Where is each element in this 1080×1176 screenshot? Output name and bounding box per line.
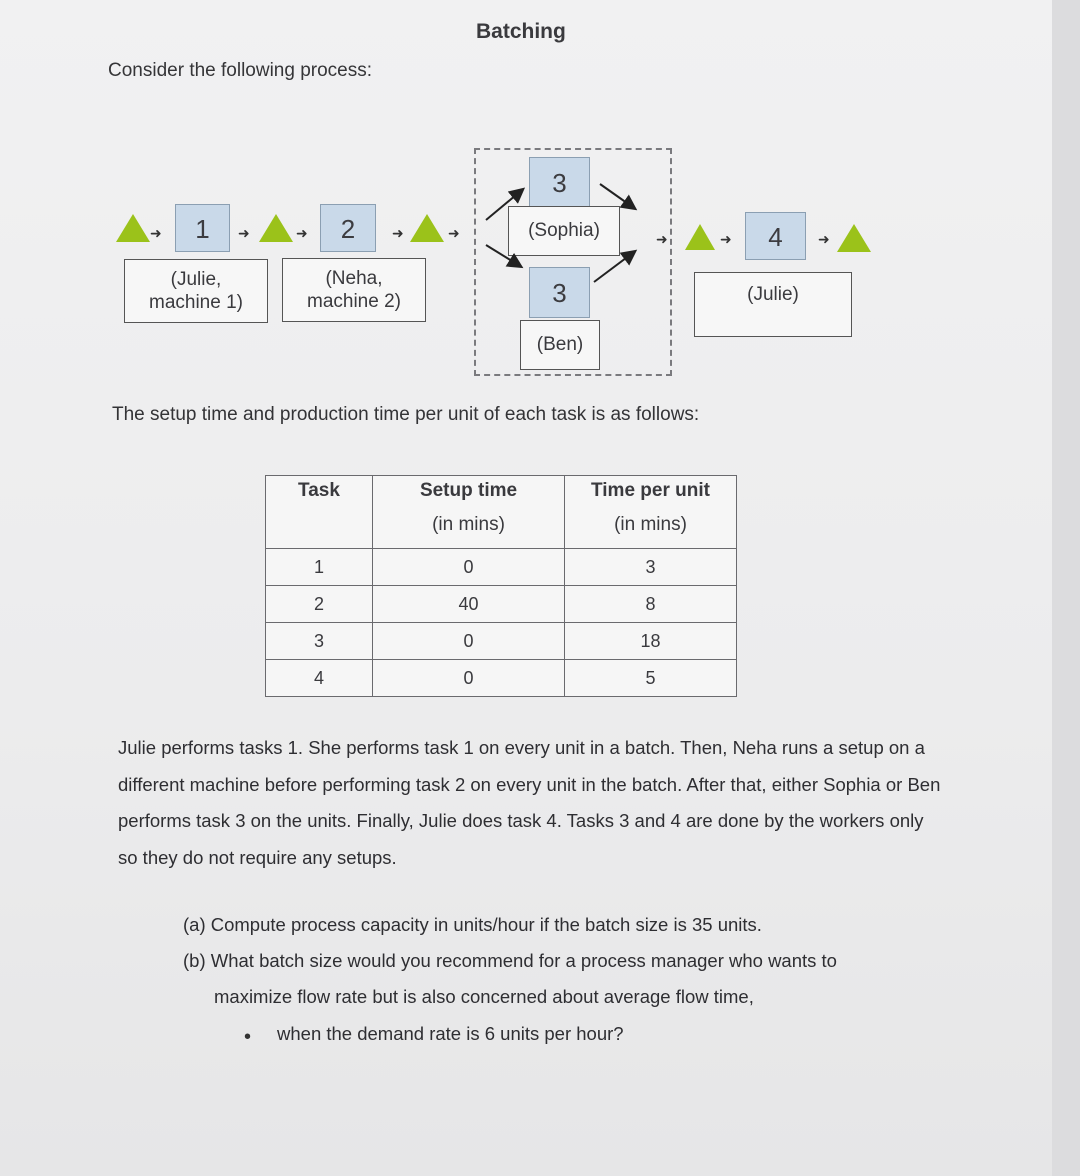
task-4-worker-label: (Julie) [694,272,852,337]
header-setup-time: Setup time (in mins) [373,476,565,549]
arrow-icon: ➜ [150,225,162,241]
task-box-4 [745,212,806,260]
arrow-icon: ➜ [448,225,460,241]
task-2-number: 2 [340,214,356,244]
task-4-number: 4 [768,222,783,252]
task-1-worker-label: (Julie, machine 1) [124,259,268,323]
table-row: 2 40 8 [266,586,737,623]
question-a: (a) Compute process capacity in units/hour if the batch size is 35 units. [183,914,762,935]
table-row: 1 0 3 [266,549,737,586]
process-description: Julie performs tasks 1. She performs task 1 on every unit in a batch. Then, Neha runs a setup on a different machine before performing task 2 on every unit in the batch. After that, either Sophia or Ben performs task 3 on the units. Finally, Julie does task 4. Tasks 3 and 4 are done by the workers only so they do not require any setups. [118,737,941,868]
task-1-number: 1 [195,214,210,244]
bullet-icon: • [244,1026,252,1048]
page-title: Batching [476,20,566,43]
arrow-icon: ➜ [392,225,404,241]
merge-arrow-bottom [594,252,634,282]
question-b-line2: maximize flow rate but is also concerned about average flow time, [214,986,754,1007]
split-arrow-down [486,245,520,266]
question-b-bullet: when the demand rate is 6 units per hour? [277,1023,624,1044]
table-row: 3 0 18 [266,623,737,660]
task-3-sophia-label: (Sophia) [508,206,620,256]
task-times-table [265,475,737,697]
split-arrow-up [486,190,522,220]
arrow-icon: ➜ [656,231,668,247]
arrow-icon: ➜ [238,225,250,241]
inventory-triangle-4 [685,224,715,250]
arrow-icon: ➜ [720,231,732,247]
parallel-flow-arrows [0,0,1080,420]
arrow-icon: ➜ [818,231,830,247]
merge-arrow-top [600,184,634,208]
task-2-worker-label: (Neha, machine 2) [282,258,426,322]
task-3a-number: 3 [552,168,567,198]
header-task: Task [266,476,373,549]
setup-intro-text: The setup time and production time per unit of each task is as follows: [112,404,700,425]
arrow-icon: ➜ [296,225,308,241]
inventory-triangle-5 [837,224,871,252]
task-3-ben-label: (Ben) [520,320,600,370]
intro-text: Consider the following process: [108,60,373,81]
table-header-row [266,476,737,549]
task-3b-number: 3 [552,278,567,308]
table-row: 4 0 5 [266,660,737,697]
header-time-per-unit: Time per unit (in mins) [565,476,737,549]
question-b-line1: (b) What batch size would you recommend for a process manager who wants to [183,950,837,971]
